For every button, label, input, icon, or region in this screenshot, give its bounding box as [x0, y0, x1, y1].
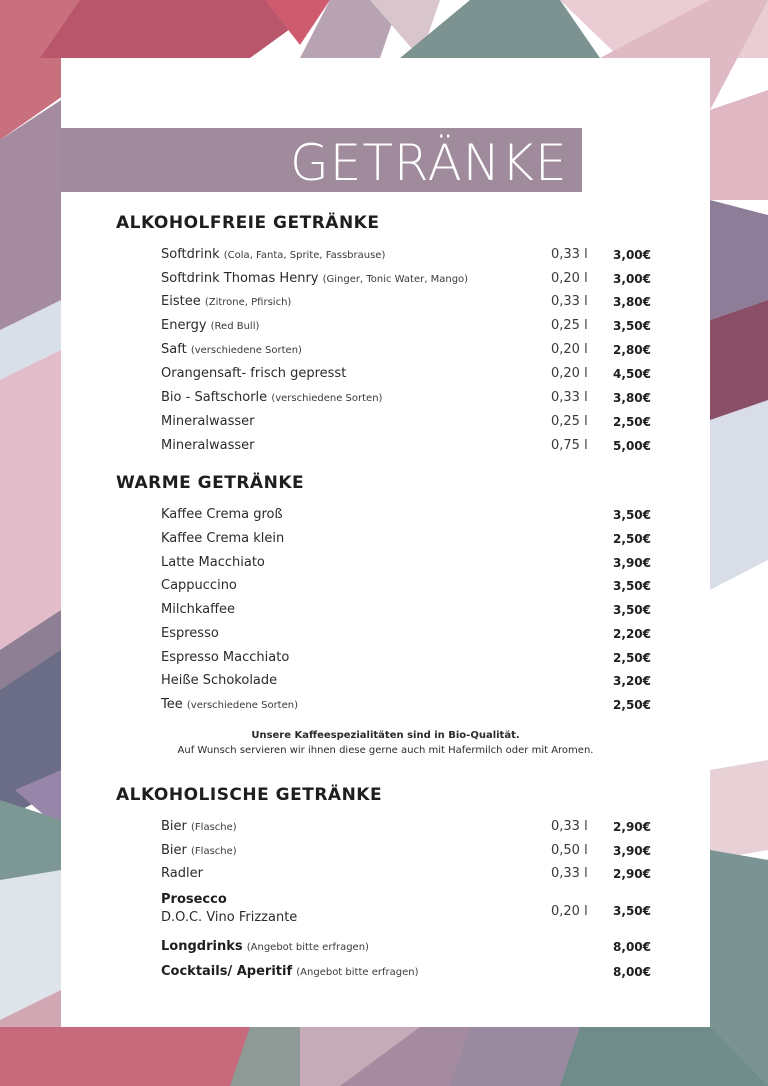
item-volume: 0,33 l [551, 247, 588, 262]
menu-item [161, 575, 651, 597]
item-volume: 0,75 l [551, 438, 588, 453]
item-note: (verschiedene Sorten) [186, 700, 298, 711]
item-name: Softdrink [161, 247, 220, 262]
item-price: 3,90€ [613, 844, 651, 858]
item-price: 2,90€ [613, 867, 651, 881]
item-volume: 0,25 l [551, 318, 588, 333]
oat-milk-notice: Auf Wunsch servieren wir ihnen diese gerne auch mit Hafermilch oder mit Aromen. [177, 745, 594, 756]
item-price: 3,00€ [613, 272, 651, 286]
item-volume: 0,25 l [551, 414, 588, 429]
item-price: 3,50€ [613, 603, 651, 617]
item-price: 8,00€ [613, 965, 651, 979]
item-price: 2,80€ [613, 343, 651, 357]
item-price: 3,20€ [613, 674, 651, 688]
menu-item [161, 339, 651, 361]
item-price: 3,00€ [613, 248, 651, 262]
item-name: Latte Macchiato [161, 555, 265, 570]
item-name: Tee [161, 697, 183, 712]
item-price: 2,50€ [613, 698, 651, 712]
item-name: Eistee [161, 294, 201, 309]
menu-item [161, 670, 651, 692]
item-name: Orangensaft- frisch gepresst [161, 366, 347, 381]
item-volume: 0,20 l [551, 342, 588, 357]
item-note: (Zitrone, Pfirsich) [204, 297, 292, 308]
item-name: Kaffee Crema groß [161, 507, 283, 522]
item-name: Milchkaffee [161, 602, 236, 617]
item-price: 2,50€ [613, 415, 651, 429]
item-note: (Ginger, Tonic Water, Mango) [322, 274, 469, 285]
item-name: Radler [161, 866, 203, 881]
item-name: Cappuccino [161, 578, 237, 593]
item-name: Cocktails/ Aperitif [161, 964, 293, 979]
menu-item-prosecco [161, 892, 651, 932]
item-note: (Flasche) [191, 822, 237, 833]
menu-item [161, 816, 651, 838]
menu-item [161, 315, 651, 337]
menu-item [161, 863, 651, 885]
menu-item [161, 504, 651, 526]
item-note: (Red Bull) [210, 321, 260, 332]
menu-item [161, 244, 651, 266]
item-note: (verschiedene Sorten) [271, 393, 383, 404]
item-volume: 0,33 l [551, 390, 588, 405]
item-note: (Flasche) [191, 846, 237, 857]
item-name: Espresso Macchiato [161, 650, 290, 665]
item-volume: 0,20 l [551, 271, 588, 286]
item-name: Bier [161, 819, 187, 834]
menu-item-cocktails [161, 961, 651, 983]
item-volume: 0,20 l [551, 904, 588, 919]
item-price: 5,00€ [613, 439, 651, 453]
item-note: (Angebot bitte erfragen) [246, 942, 369, 953]
item-price: 4,50€ [613, 367, 651, 381]
item-price: 3,50€ [613, 508, 651, 522]
item-volume: 0,20 l [551, 366, 588, 381]
item-price: 3,80€ [613, 391, 651, 405]
item-note: (Angebot bitte erfragen) [296, 967, 419, 978]
item-price: 3,50€ [613, 319, 651, 333]
menu-item [161, 387, 651, 409]
item-name: Saft [161, 342, 187, 357]
menu-item [161, 268, 651, 290]
item-note: (verschiedene Sorten) [190, 345, 302, 356]
item-price: 2,90€ [613, 820, 651, 834]
bio-notice: Unsere Kaffeespezialitäten sind in Bio-Qualität. [251, 730, 520, 741]
item-name: Mineralwasser [161, 414, 255, 429]
section-heading-alkoholfrei: ALKOHOLFREIE GETRÄNKE [116, 213, 380, 233]
item-price: 8,00€ [613, 940, 651, 954]
item-price: 3,50€ [613, 904, 651, 918]
item-price: 2,20€ [613, 627, 651, 641]
item-subtitle: D.O.C. Vino Frizzante [161, 910, 298, 925]
item-price: 3,80€ [613, 295, 651, 309]
menu-item [161, 623, 651, 645]
item-price: 2,50€ [613, 532, 651, 546]
menu-item [161, 411, 651, 433]
menu-item [161, 363, 651, 385]
item-volume: 0,33 l [551, 819, 588, 834]
item-price: 3,50€ [613, 579, 651, 593]
section-heading-warm: WARME GETRÄNKE [116, 473, 305, 493]
menu-item [161, 694, 651, 716]
item-volume: 0,33 l [551, 294, 588, 309]
item-name: Energy [161, 318, 207, 333]
menu-item-longdrinks [161, 936, 651, 958]
menu-item [161, 528, 651, 550]
item-note: (Cola, Fanta, Sprite, Fassbrause) [223, 250, 386, 261]
menu-item [161, 647, 651, 669]
item-name: Mineralwasser [161, 438, 255, 453]
item-volume: 0,33 l [551, 866, 588, 881]
item-name: Heiße Schokolade [161, 673, 278, 688]
item-name: Espresso [161, 626, 219, 641]
item-name: Kaffee Crema klein [161, 531, 285, 546]
item-name: Bier [161, 843, 187, 858]
menu-item [161, 552, 651, 574]
item-volume: 0,50 l [551, 843, 588, 858]
menu-item [161, 291, 651, 313]
menu-item [161, 599, 651, 621]
menu-item [161, 840, 651, 862]
item-price: 3,90€ [613, 556, 651, 570]
section-heading-alkoholisch: ALKOHOLISCHE GETRÄNKE [116, 785, 383, 805]
menu-item [161, 435, 651, 457]
item-name: Bio - Saftschorle [161, 390, 268, 405]
item-name: Prosecco [161, 892, 227, 907]
item-name: Longdrinks [161, 939, 243, 954]
item-price: 2,50€ [613, 651, 651, 665]
item-name: Softdrink Thomas Henry [161, 271, 319, 286]
page-title: GETRÄNKE [290, 134, 568, 192]
